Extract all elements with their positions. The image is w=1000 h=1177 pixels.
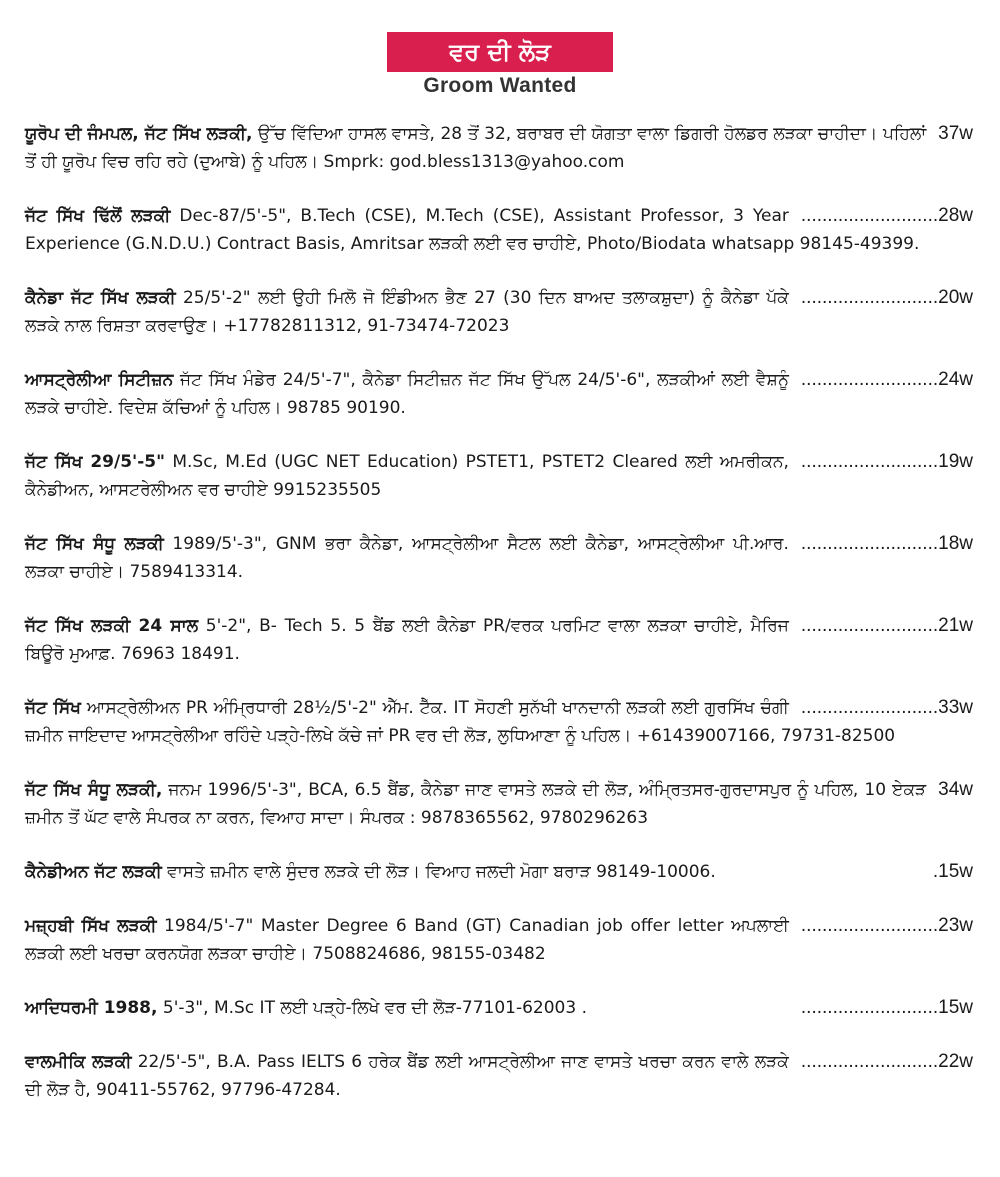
ad-text: ਆਸਟ੍ਰੇਲੀਅਨ PR ਅੰਮ੍ਰਿਧਾਰੀ 28½/5'-2" ਐੱਮ. ਟੈੱਕ. IT ਸੋਹਣੀ ਸੁਨੱਖੀ ਖਾਨਦਾਨੀ ਲੜਕੀ ਲਈ ਗੁਰਸਿੱਖ ਚੰਗੀ ਜ਼ਮੀਨ ਜਾਇਦਾਦ ਆਸਟ੍ਰੇਲੀਆ ਰਹਿੰਦੇ ਪੜ੍ਹੇ-ਲਿਖੇ ਕੱਚੇ ਜਾਂ PR ਵਰ ਦੀ ਲੋੜ, ਲੁਧਿਆਣਾ ਨੂੰ ਪਹਿਲ। +61439007166, 79731-82500 xyxy=(25,698,896,746)
ad-code: ..........................18w xyxy=(800,533,973,554)
classified-ad xyxy=(25,858,973,886)
classified-ad xyxy=(25,776,973,832)
ad-code: 34w xyxy=(938,779,973,800)
ad-lead: ਵਾਲਮੀਕਿ ਲੜਕੀ xyxy=(25,1052,132,1072)
classified-ad xyxy=(25,912,973,968)
ad-text: 5'-2", B- Tech 5. 5 ਬੈਂਡ ਲਈ ਕੈਨੇਡਾ PR/ਵਰਕ ਪਰਮਿਟ ਵਾਲਾ ਲੜਕਾ ਚਾਹੀਏ, ਮੈਰਿਜ ਬਿਊਰੋ ਮੁਆਫ਼. 76963 18491. xyxy=(25,616,789,664)
ad-lead: ਕੈਨੇਡਾ ਜੱਟ ਸਿੱਖ ਲੜਕੀ xyxy=(25,288,176,308)
classified-ad xyxy=(25,530,973,586)
ad-text: Dec-87/5'-5", B.Tech (CSE), M.Tech (CSE), Assistant Professor, 3 Year Experience (G.N.D.U.) Contract Basis, Amritsar ਲੜਕੀ ਲਈ ਵਰ ਚਾਹੀਏ, Photo/Biodata whatsapp 98145-49399. xyxy=(25,206,920,254)
ad-lead: ਜੱਟ ਸਿੱਖ ਢਿੱਲੋਂ ਲੜਕੀ xyxy=(25,206,171,226)
ad-text: 25/5'-2" ਲਈ ਉਹੀ ਮਿਲੋ ਜੋ ਇੰਡੀਅਨ ਭੈਣ 27 (30 ਦਿਨ ਬਾਅਦ ਤਲਾਕਸ਼ੁਦਾ) ਨੂੰ ਕੈਨੇਡਾ ਪੱਕੇ ਲੜਕੇ ਨਾਲ ਰਿਸ਼ਤਾ ਕਰਵਾਉਣ। +17782811312, 91-73474-72023 xyxy=(25,288,789,336)
classified-ad xyxy=(25,202,973,258)
classified-ad xyxy=(25,448,973,504)
ad-code: ..........................19w xyxy=(800,451,973,472)
section-title-banner: ਵਰ ਦੀ ਲੋੜ xyxy=(387,32,613,72)
classified-ad xyxy=(25,612,973,668)
ad-lead: ਆਦਿਧਰਮੀ 1988, xyxy=(25,998,158,1018)
ad-code: ..........................15w xyxy=(800,997,973,1018)
ad-code: ..........................20w xyxy=(800,287,973,308)
section-subtitle: Groom Wanted xyxy=(423,74,577,97)
ad-lead: ਜੱਟ ਸਿੱਖ ਸੰਧੂ ਲੜਕੀ xyxy=(25,534,164,554)
ad-lead: ਮਜ਼੍ਹਬੀ ਸਿੱਖ ਲੜਕੀ xyxy=(25,916,157,936)
ad-text: M.Sc, M.Ed (UGC NET Education) PSTET1, PSTET2 Cleared ਲਈ ਅਮਰੀਕਨ, ਕੈਨੇਡੀਅਨ, ਆਸਟਰੇਲੀਅਨ ਵਰ ਚਾਹੀਏ 9915235505 xyxy=(25,452,789,500)
ad-code: 37w xyxy=(938,123,973,144)
classified-ad xyxy=(25,694,973,750)
ad-text: 1984/5'-7" Master Degree 6 Band (GT) Canadian job offer letter ਅਪਲਾਈ ਲੜਕੀ ਲਈ ਖਰਚਾ ਕਰਨਯੋਗ ਲੜਕਾ ਚਾਹੀਏ। 7508824686, 98155-03482 xyxy=(25,916,789,964)
ad-text: ਜੱਟ ਸਿੱਖ ਮੰਡੇਰ 24/5'-7", ਕੈਨੇਡਾ ਸਿਟੀਜ਼ਨ ਜੱਟ ਸਿੱਖ ਉੱਪਲ 24/5'-6", ਲੜਕੀਆਂ ਲਈ ਵੈਸ਼ਨੂੰ ਲੜਕੇ ਚਾਹੀਏ. ਵਿਦੇਸ਼ ਕੱਚਿਆਂ ਨੂੰ ਪਹਿਲ। 98785 90190. xyxy=(25,370,789,418)
ad-code: .15w xyxy=(932,861,973,882)
ad-lead: ਜੱਟ ਸਿੱਖ ਲੜਕੀ 24 ਸਾਲ xyxy=(25,616,199,636)
ad-text: 22/5'-5", B.A. Pass IELTS 6 ਹਰੇਕ ਬੈਂਡ ਲਈ ਆਸਟ੍ਰੇਲੀਆ ਜਾਣ ਵਾਸਤੇ ਖਰਚਾ ਕਰਨ ਵਾਲੇ ਲੜਕੇ ਦੀ ਲੋੜ ਹੈ, 90411-55762, 97796-47284. xyxy=(25,1052,789,1100)
ad-lead: ਜੱਟ ਸਿੱਖ xyxy=(25,698,81,718)
ad-code: ..........................23w xyxy=(800,915,973,936)
ad-code: ..........................24w xyxy=(800,369,973,390)
classified-ad xyxy=(25,120,973,176)
classified-ad xyxy=(25,284,973,340)
ad-code: ..........................21w xyxy=(800,615,973,636)
ad-lead: ਆਸਟ੍ਰੇਲੀਆ ਸਿਟੀਜ਼ਨ xyxy=(25,370,174,390)
ad-text: ਜਨਮ 1996/5'-3", BCA, 6.5 ਬੈਂਡ, ਕੈਨੇਡਾ ਜਾਣ ਵਾਸਤੇ ਲੜਕੇ ਦੀ ਲੋੜ, ਅੰਮ੍ਰਿਤਸਰ-ਗੁਰਦਾਸਪੁਰ ਨੂੰ ਪਹਿਲ, 10 ਏਕੜ ਜ਼ਮੀਨ ਤੋਂ ਘੱਟ ਵਾਲੇ ਸੰਪਰਕ ਨਾ ਕਰਨ, ਵਿਆਹ ਸਾਦਾ। ਸੰਪਰਕ : 9878365562, 9780296263 xyxy=(25,780,927,828)
ad-lead: ਜੱਟ ਸਿੱਖ ਸੰਧੂ ਲੜਕੀ, xyxy=(25,780,163,800)
ad-lead: ਕੈਨੇਡੀਅਨ ਜੱਟ ਲੜਕੀ xyxy=(25,862,162,882)
classified-ad xyxy=(25,366,973,422)
ad-code: ..........................22w xyxy=(800,1051,973,1072)
classified-ads-list xyxy=(25,120,973,1104)
ad-code: ..........................28w xyxy=(800,205,973,226)
section-header xyxy=(0,32,1000,98)
ad-lead: ਯੂਰੋਪ ਦੀ ਜੰਮਪਲ, ਜੱਟ ਸਿੱਖ ਲੜਕੀ, xyxy=(25,124,253,144)
ad-text: ਉੱਚ ਵਿੱਦਿਆ ਹਾਸਲ ਵਾਸਤੇ, 28 ਤੋਂ 32, ਬਰਾਬਰ ਦੀ ਯੋਗਤਾ ਵਾਲਾ ਡਿਗਰੀ ਹੋਲਡਰ ਲੜਕਾ ਚਾਹੀਦਾ। ਪਹਿਲਾਂ ਤੋਂ ਹੀ ਯੂਰੋਪ ਵਿਚ ਰਹਿ ਰਹੇ (ਦੁਆਬੇ) ਨੂੰ ਪਹਿਲ। Smprk: god.bless1313@yahoo.com xyxy=(25,124,927,172)
classified-ad xyxy=(25,1048,973,1104)
classified-ad xyxy=(25,994,973,1022)
ad-lead: ਜੱਟ ਸਿੱਖ 29/5'-5" xyxy=(25,452,165,472)
ad-text: ਵਾਸਤੇ ਜ਼ਮੀਨ ਵਾਲੇ ਸੁੰਦਰ ਲੜਕੇ ਦੀ ਲੋੜ। ਵਿਆਹ ਜਲਦੀ ਮੋਗਾ ਬਰਾੜ 98149-10006. xyxy=(161,862,716,882)
ad-code: ..........................33w xyxy=(800,697,973,718)
ad-text: 1989/5'-3", GNM ਭਰਾ ਕੈਨੇਡਾ, ਆਸਟ੍ਰੇਲੀਆ ਸੈਟਲ ਲਈ ਕੈਨੇਡਾ, ਆਸਟ੍ਰੇਲੀਆ ਪੀ.ਆਰ. ਲੜਕਾ ਚਾਹੀਏ। 7589413314. xyxy=(25,534,789,582)
ad-text: 5'-3", M.Sc IT ਲਈ ਪੜ੍ਹੇ-ਲਿਖੇ ਵਰ ਦੀ ਲੋੜ-77101-62003 . xyxy=(157,998,587,1018)
